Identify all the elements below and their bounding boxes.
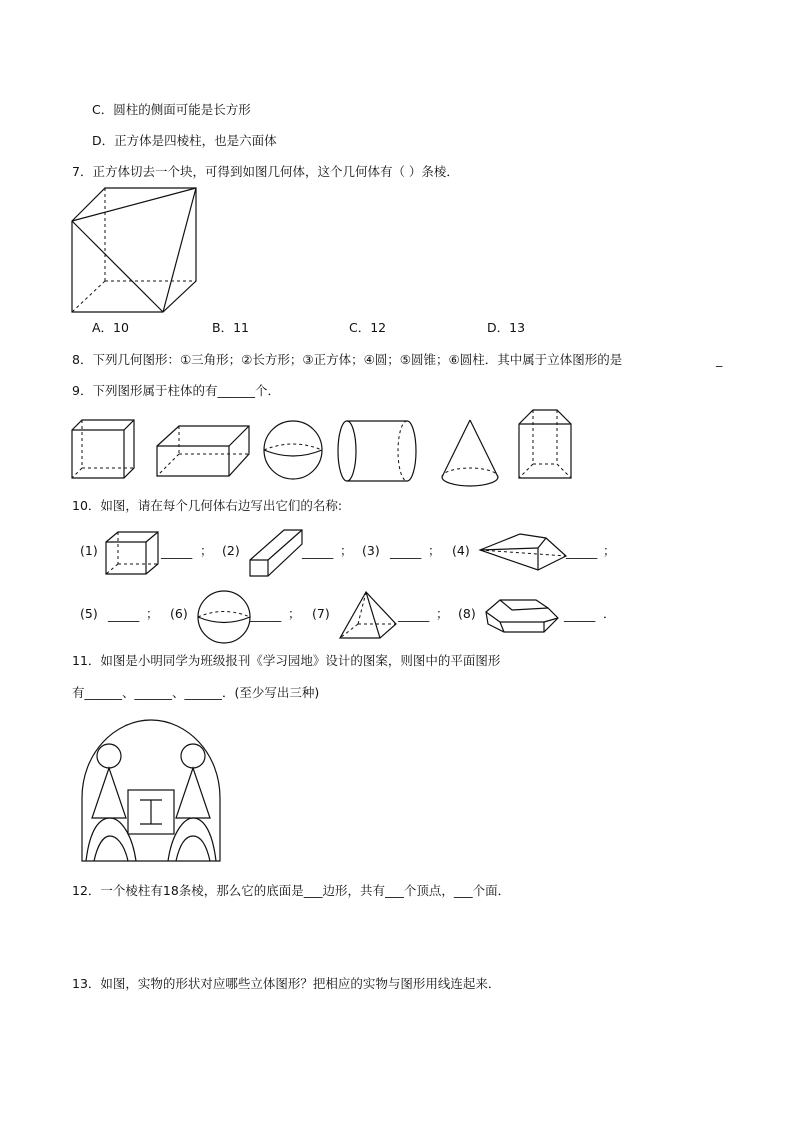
q10-label-2: (2) [222, 543, 240, 558]
q10-blank-6: _____ [250, 607, 282, 622]
q11-line2: 有______、______、______．(至少写出三种) [72, 685, 320, 700]
q9-cylinder-figure [337, 420, 419, 484]
q10-label-4: (4) [452, 543, 470, 558]
q10-stem: 10．如图，请在每个几何体右边写出它们的名称: [72, 498, 343, 513]
q6-option-c: C．圆柱的侧面可能是长方形 [92, 102, 251, 117]
q9-stem: 9．下列图形属于柱体的有______个． [72, 383, 280, 398]
q10-sep-6: ； [288, 606, 301, 621]
q10-label-3: (3) [362, 543, 380, 558]
q7-option-a: A．10 [92, 320, 129, 335]
q10-pyramid-figure [340, 592, 398, 640]
q6-option-d: D．正方体是四棱柱，也是六面体 [92, 133, 277, 148]
q13-stem: 13．如图，实物的形状对应哪些立体图形？把相应的实物与图形用线连起来． [72, 976, 501, 991]
q7-option-c: C．12 [349, 320, 387, 335]
q10-long-cuboid-figure [250, 530, 304, 578]
q10-blank-7: _____ [398, 607, 430, 622]
q10-blank-5: _____ [108, 607, 140, 622]
q10-triangular-prism-figure [480, 532, 568, 572]
q12-stem: 12．一个棱柱有18条棱，那么它的底面是___边形，共有___个顶点，___个面． [72, 883, 511, 898]
q9-cube-figure [72, 420, 136, 480]
q10-label-5: (5) [80, 606, 98, 621]
q7-cut-cube-figure [70, 186, 200, 316]
q10-blank-1: _____ [161, 544, 193, 559]
q10-blank-4: _____ [566, 544, 598, 559]
q10-label-7: (7) [312, 606, 330, 621]
q10-label-8: (8) [458, 606, 476, 621]
q10-sphere-figure [197, 590, 251, 644]
q7-option-b: B．11 [212, 320, 249, 335]
q10-blank-3: _____ [390, 544, 422, 559]
q10-blank-8: _____ [564, 607, 596, 622]
q7-stem: 7．正方体切去一个块，可得到如图几何体，这个几何体有（ ）条棱． [72, 164, 459, 179]
q10-sep-7: ； [436, 606, 449, 621]
q10-sep-4: ； [603, 543, 616, 558]
q10-sep-5: ； [146, 606, 159, 621]
q10-label-6: (6) [170, 606, 188, 621]
q9-prism-figure [519, 408, 575, 484]
q10-label-1: (1) [80, 543, 98, 558]
q10-end: ． [603, 606, 616, 621]
q8-stem: 8．下列几何图形：①三角形；②长方形；③正方体；④圆；⑤圆锥；⑥圆柱．其中属于立体图形的是 [72, 352, 623, 367]
q8-blank: _ [716, 352, 723, 367]
q9-cuboid-figure [157, 426, 251, 478]
q10-cube-figure [106, 532, 160, 576]
q10-sep-3: ； [428, 543, 441, 558]
q11-design-figure [80, 718, 225, 864]
q7-option-d: D．13 [487, 320, 526, 335]
q9-sphere-figure [263, 420, 323, 480]
q11-stem: 11．如图是小明同学为班级报刊《学习园地》设计的图案，则图中的平面图形 [72, 653, 501, 668]
q10-hexagonal-prism-figure [486, 598, 560, 636]
q10-blank-2: _____ [302, 544, 334, 559]
q9-cone-figure [440, 420, 500, 490]
q10-sep-2: ； [340, 543, 353, 558]
q10-sep-1: ； [200, 543, 213, 558]
